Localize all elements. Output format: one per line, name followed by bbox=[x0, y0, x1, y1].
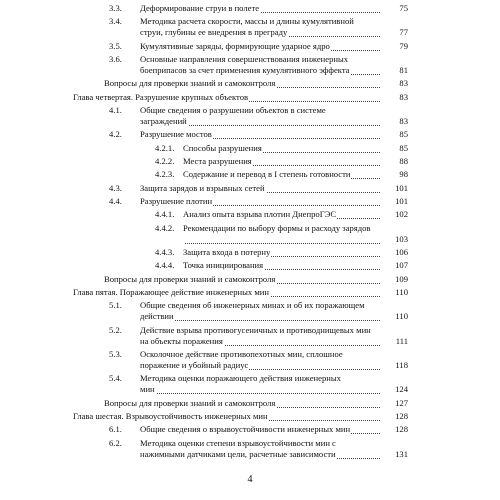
toc-entry-title: Вопросы для проверки знаний и самоконтроля bbox=[104, 78, 276, 89]
toc-entry-title: Способы разрушения bbox=[183, 142, 262, 153]
toc-entry-number: 3.3. bbox=[109, 3, 122, 13]
dot-leader bbox=[183, 242, 380, 244]
toc-entry[interactable] bbox=[0, 209, 500, 220]
toc-entry[interactable] bbox=[0, 287, 500, 298]
toc-entry-title: Разрушение мостов bbox=[140, 129, 212, 140]
dot-leader bbox=[140, 319, 380, 321]
toc-entry[interactable] bbox=[0, 325, 500, 347]
toc-page-number: 88 bbox=[399, 156, 408, 166]
toc-page-number: 110 bbox=[395, 311, 408, 322]
toc-entry[interactable] bbox=[0, 54, 500, 76]
toc-page-number: 107 bbox=[395, 260, 408, 271]
toc-entry[interactable] bbox=[0, 373, 500, 395]
toc-entry[interactable] bbox=[0, 129, 500, 140]
toc-page-number: 106 bbox=[395, 247, 408, 258]
toc-entry-title: мин bbox=[140, 384, 155, 395]
toc-entry-title: на объекты поражения bbox=[140, 335, 223, 346]
toc-entry-number: 4.2.2. bbox=[155, 156, 175, 166]
toc-page-number: 109 bbox=[395, 273, 408, 284]
toc-page-number: 75 bbox=[399, 3, 408, 13]
toc-entry-number: 4.4.4. bbox=[155, 260, 175, 271]
toc-entry-number: 4.4.2. bbox=[155, 222, 175, 233]
toc-entry-title: Содержание и перевод в I степень готовности bbox=[183, 169, 351, 180]
toc-page-number: 128 bbox=[395, 424, 408, 435]
toc-page-number: 85 bbox=[399, 129, 408, 140]
toc-entry-number: 3.5. bbox=[109, 40, 122, 51]
toc-entry[interactable] bbox=[0, 223, 500, 245]
toc-entry-title: Анализ опыта взрыва плотин ДнепроГЭС bbox=[183, 209, 337, 220]
toc-entry-title bbox=[183, 234, 184, 244]
toc-entry-title: Глава шестая. Взрывоустойчивость инженерных мин bbox=[73, 411, 268, 421]
toc-entry[interactable] bbox=[0, 247, 500, 258]
toc-entry-title: Защита зарядов и взрывных сетей bbox=[140, 182, 265, 193]
toc-page-number: 124 bbox=[395, 384, 408, 395]
toc-page-number: 110 bbox=[395, 287, 408, 298]
toc-entry-number: 4.1. bbox=[109, 105, 122, 115]
toc-entry-title: нажимными датчиками цели, расчетные зависимости bbox=[140, 448, 336, 459]
toc-entry-title: Методика оценки поражающего действия инженерных bbox=[140, 373, 341, 384]
page-number: 4 bbox=[247, 474, 253, 485]
toc-entry-title: Действие взрыва противогусеничных и противоднищевых мин bbox=[140, 324, 371, 335]
toc-entry[interactable] bbox=[0, 411, 500, 422]
toc-entry-number: 4.4. bbox=[109, 196, 122, 207]
toc-page-number: 118 bbox=[395, 359, 408, 370]
toc-page-number: 83 bbox=[399, 91, 408, 102]
toc-entry-number: 4.4.1. bbox=[155, 209, 175, 220]
toc-entry-title: Общие сведения о взрывоустойчивости инженерных мин bbox=[140, 424, 351, 435]
toc-entry-title: Разрушение плотин bbox=[140, 196, 213, 207]
toc-entry-title: Кумулятивные заряды, формирующие ударное ядро bbox=[140, 40, 330, 51]
toc-entry[interactable] bbox=[0, 156, 500, 167]
toc-page-number: 83 bbox=[399, 115, 408, 126]
toc-entry-title: Глава пятая. Поражающее действие инженерных мин bbox=[73, 287, 269, 298]
toc-entry-title: Осколочное действие противопехотных мин, сплошное bbox=[140, 349, 343, 360]
toc-entry-title: поражение и убойный радиус bbox=[140, 359, 249, 370]
toc-page-number: 101 bbox=[395, 196, 408, 207]
toc-page-number: 103 bbox=[395, 233, 408, 244]
toc-page-number: 81 bbox=[399, 64, 408, 75]
toc-entry-title: действии bbox=[140, 311, 174, 322]
toc-entry[interactable] bbox=[0, 274, 500, 285]
toc-entry[interactable] bbox=[0, 105, 500, 127]
toc-entry-number: 6.1. bbox=[109, 424, 122, 435]
toc-entry-number: 5.4. bbox=[109, 373, 122, 384]
toc-page-number: 128 bbox=[395, 411, 408, 421]
toc-entry-number: 4.2. bbox=[109, 129, 122, 140]
toc-entry[interactable] bbox=[0, 16, 500, 38]
toc-entry-title: заграждений bbox=[140, 115, 187, 126]
toc-entry-title: Общие сведения о разрушении объектов в системе bbox=[140, 105, 326, 115]
toc-entry[interactable] bbox=[0, 300, 500, 322]
toc-entry-title: Точка инициирования bbox=[183, 260, 264, 271]
toc-entry-title: Вопросы для проверки знаний и самоконтроля bbox=[104, 273, 276, 284]
toc-page-number: 98 bbox=[399, 169, 408, 180]
toc-entry[interactable] bbox=[0, 183, 500, 194]
toc-entry[interactable] bbox=[0, 3, 500, 14]
toc-page-number: 111 bbox=[395, 335, 408, 346]
toc-entry[interactable] bbox=[0, 41, 500, 52]
toc-page-number: 102 bbox=[395, 209, 408, 220]
toc-page-number: 79 bbox=[399, 40, 408, 51]
toc-entry-number: 3.4. bbox=[109, 16, 122, 27]
toc-entry-title: Рекомендации по выбору формы и расходу зарядов bbox=[183, 222, 371, 233]
toc-entry-title: Общие сведения об инженерных минах и об их поражающем bbox=[140, 300, 365, 311]
toc-entry[interactable] bbox=[0, 92, 500, 103]
toc-entry[interactable] bbox=[0, 398, 500, 409]
toc-page-number: 83 bbox=[399, 78, 408, 89]
toc-entry-title: Защита входа в потерну bbox=[183, 247, 271, 258]
toc-entry[interactable] bbox=[0, 78, 500, 89]
toc-entry-number: 4.2.3. bbox=[155, 169, 175, 180]
toc-entry-number: 5.1. bbox=[109, 300, 122, 311]
toc-entry[interactable] bbox=[0, 424, 500, 435]
toc-entry-number: 4.2.1. bbox=[155, 142, 175, 153]
toc-entry-number: 5.2. bbox=[109, 324, 122, 335]
toc-entry-title: боеприпасов за счет применения кумулятивного эффекта bbox=[140, 64, 350, 75]
toc-entry-number: 4.3. bbox=[109, 182, 122, 193]
toc-entry[interactable] bbox=[0, 260, 500, 271]
toc-entry-title: Основные направления совершенствования инженерных bbox=[140, 54, 349, 64]
toc-entry-number: 4.4.3. bbox=[155, 247, 175, 258]
toc-entry[interactable] bbox=[0, 438, 500, 460]
toc-page-number: 127 bbox=[395, 397, 408, 408]
toc-entry[interactable] bbox=[0, 143, 500, 154]
toc-page-number: 77 bbox=[399, 27, 408, 38]
toc-entry-title: струи, глубины ее внедрения в преграду bbox=[140, 27, 288, 38]
toc-page-number: 85 bbox=[399, 142, 408, 153]
toc-entry[interactable] bbox=[0, 169, 500, 180]
toc-entry-title: Деформирование струи в полете bbox=[140, 3, 260, 13]
toc-entry-number: 6.2. bbox=[109, 437, 122, 448]
toc-entry-title: Глава четвертая. Разрушение крупных объектов bbox=[73, 91, 249, 102]
toc-page-number: 131 bbox=[395, 448, 408, 459]
dot-leader bbox=[140, 392, 380, 394]
toc-entry-number: 5.3. bbox=[109, 349, 122, 360]
toc-entry-title: Методика расчета скорости, массы и длины кумулятивной bbox=[140, 16, 354, 27]
toc-entry[interactable] bbox=[0, 196, 500, 207]
toc-entry-title: Вопросы для проверки знаний и самоконтроля bbox=[104, 397, 276, 408]
toc-entry-title: Места разрушения bbox=[183, 156, 252, 166]
toc-entry-title: Методика оценки степени взрывоустойчивости мин с bbox=[140, 437, 336, 448]
toc-entry[interactable] bbox=[0, 349, 500, 371]
toc-page-number: 101 bbox=[395, 182, 408, 193]
toc-entry-number: 3.6. bbox=[109, 54, 122, 64]
